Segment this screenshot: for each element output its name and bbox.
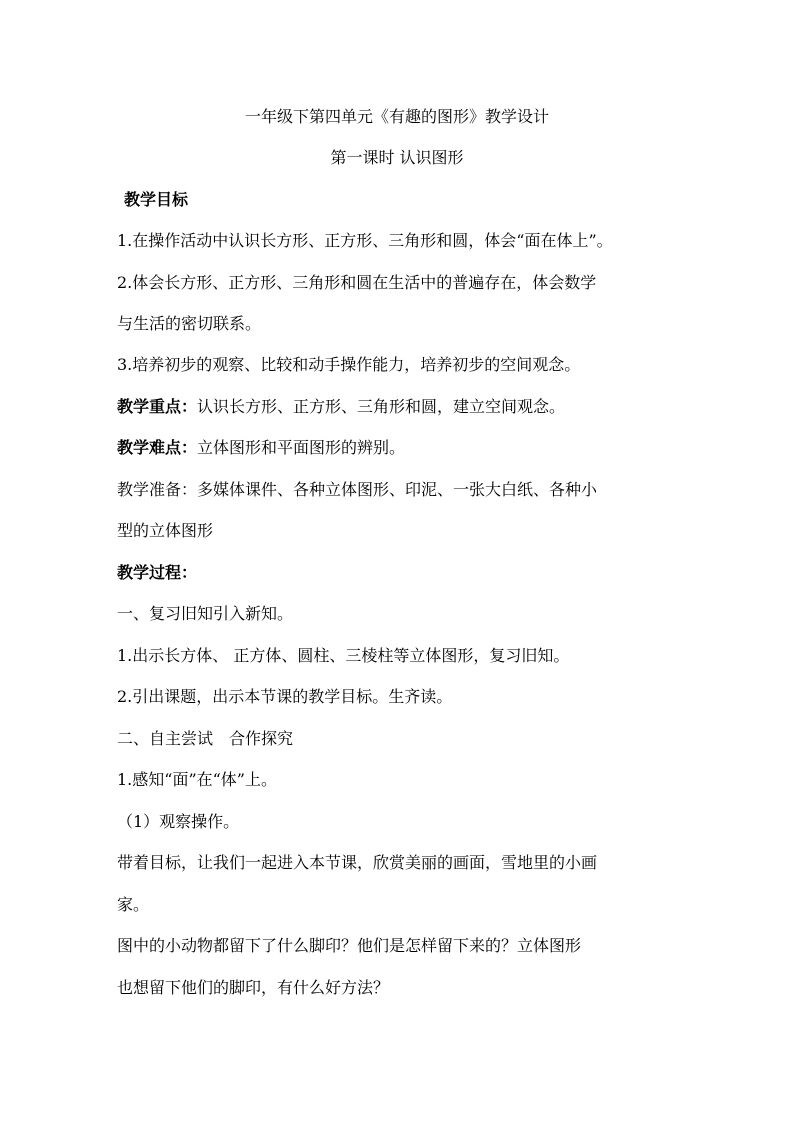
process-line-2: 1.出示长方体、 正方体、圆柱、三棱柱等立体图形，复习旧知。 [117,646,570,665]
objectives-heading: 教学目标 [124,190,189,209]
key-points-text: 认识长方形、正方形、三角形和圆，建立空间观念。 [197,397,566,416]
process-line-1: 一、复习旧知引入新知。 [117,604,294,623]
key-points [117,397,565,417]
key-points-label: 教学重点： [117,397,198,416]
objective-line-1: 1.在操作活动中认识长方形、正方形、三角形和圆，体会“面在体上”。 [117,231,613,250]
difficulties-label: 教学难点： [117,438,198,457]
document-title: 一年级下第四单元《有趣的图形》教学设计 [244,107,549,126]
process-line-9: 图中的小动物都留下了什么脚印？他们是怎样留下来的？立体图形 [117,936,582,955]
preparation-line-1: 教学准备：多媒体课件、各种立体图形、印泥、一张大白纸、各种小 [117,480,598,499]
process-line-4: 二、自主尝试 合作探究 [117,729,294,748]
objective-line-2: 2.体会长方形、正方形、三角形和圆在生活中的普遍存在，体会数学 [117,273,597,292]
preparation-line-2: 型的立体图形 [117,521,214,540]
process-line-8: 家。 [117,895,150,914]
process-line-5: 1.感知“面”在“体”上。 [117,770,277,789]
process-line-7: 带着目标，让我们一起进入本节课，欣赏美丽的画面，雪地里的小画 [117,853,598,872]
process-line-10: 也想留下他们的脚印，有什么好方法？ [117,978,390,997]
objective-line-4: 3.培养初步的观察、比较和动手操作能力，培养初步的空间观念。 [117,355,581,374]
difficulties [117,438,405,458]
process-line-3: 2.引出课题，出示本节课的教学目标。生齐读。 [117,687,453,706]
document-subtitle: 第一课时 认识图形 [330,148,464,167]
process-line-6: （1）观察操作。 [117,812,240,831]
objective-line-3: 与生活的密切联系。 [117,314,262,333]
process-heading: 教学过程： [117,563,198,582]
difficulties-text: 立体图形和平面图形的辨别。 [197,438,406,457]
